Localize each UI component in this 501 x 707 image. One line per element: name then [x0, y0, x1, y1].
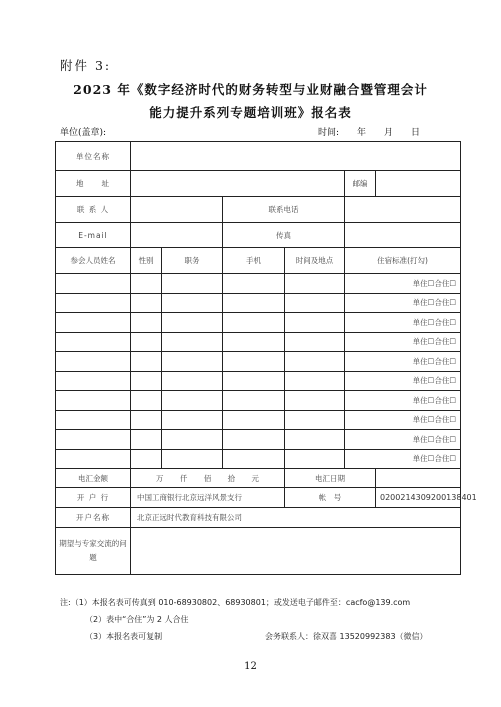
fax-label: 传真: [223, 223, 345, 248]
postcode-field[interactable]: [376, 171, 461, 197]
col-lodging: 住宿标准(打勾): [345, 248, 461, 274]
participant-position-cell[interactable]: [162, 430, 223, 450]
col-gender: 性别: [131, 248, 162, 274]
participant-position-cell[interactable]: [162, 352, 223, 372]
row-contact: [56, 197, 461, 223]
participant-time-place-cell[interactable]: [285, 274, 345, 294]
account-label: 帐 号: [285, 488, 376, 508]
row-email: [56, 223, 461, 248]
remit-amount-label: 电汇金额: [56, 469, 131, 488]
col-participant-name: 参会人员姓名: [56, 248, 131, 274]
form-title-line2: 能力提升系列专题培训班》报名表: [149, 105, 352, 120]
participant-mobile-cell[interactable]: [223, 449, 285, 469]
row-participant-header: [56, 248, 461, 274]
participant-mobile-cell[interactable]: [223, 410, 285, 430]
lodging-option[interactable]: 单住☐合住☐: [345, 410, 461, 430]
expected-questions-field[interactable]: [131, 528, 461, 575]
page-number: 12: [244, 661, 257, 672]
participant-row: [56, 332, 461, 352]
participant-gender-cell[interactable]: [131, 410, 162, 430]
participant-name-cell[interactable]: [56, 410, 131, 430]
account-value: 0200214309200138401: [376, 488, 461, 508]
remit-amount-units: 万 仟 佰 拾 元: [131, 469, 285, 488]
contact-phone-label: 联系电话: [223, 197, 345, 223]
participant-time-place-cell[interactable]: [285, 449, 345, 469]
account-name-label: 开户名称: [56, 508, 131, 528]
participant-gender-cell[interactable]: [131, 391, 162, 411]
participant-name-cell[interactable]: [56, 352, 131, 372]
lodging-option[interactable]: 单住☐合住☐: [345, 449, 461, 469]
note-2: （2）表中“合住”为 2 人合住: [85, 615, 189, 624]
participant-time-place-cell[interactable]: [285, 313, 345, 333]
participant-row: [56, 449, 461, 469]
time-label: 时间: 年 月 日: [318, 128, 421, 138]
lodging-option[interactable]: 单住☐合住☐: [345, 332, 461, 352]
col-position: 职务: [162, 248, 223, 274]
participant-position-cell[interactable]: [162, 313, 223, 333]
contact-label: 联 系 人: [56, 197, 131, 223]
participant-rows: [56, 274, 461, 469]
participant-gender-cell[interactable]: [131, 332, 162, 352]
row-expected-questions: [56, 528, 461, 575]
participant-mobile-cell[interactable]: [223, 352, 285, 372]
row-address: [56, 171, 461, 197]
row-account-name: [56, 508, 461, 528]
email-field[interactable]: [131, 223, 223, 248]
participant-time-place-cell[interactable]: [285, 391, 345, 411]
note-3: （3）本报名表可复制: [85, 632, 163, 641]
address-field[interactable]: [131, 171, 345, 197]
participant-position-cell[interactable]: [162, 391, 223, 411]
row-remit: [56, 469, 461, 488]
participant-time-place-cell[interactable]: [285, 293, 345, 313]
unit-name-label: 单位名称: [56, 142, 131, 171]
participant-gender-cell[interactable]: [131, 313, 162, 333]
participant-time-place-cell[interactable]: [285, 410, 345, 430]
participant-name-cell[interactable]: [56, 449, 131, 469]
participant-row: [56, 293, 461, 313]
participant-row: [56, 410, 461, 430]
participant-mobile-cell[interactable]: [223, 430, 285, 450]
participant-row: [56, 313, 461, 333]
participant-position-cell[interactable]: [162, 371, 223, 391]
participant-name-cell[interactable]: [56, 391, 131, 411]
bank-value: 中国工商银行北京远洋风景支行: [131, 488, 285, 508]
service-contact: 会务联系人：徐双喜 13520992383（微信）: [265, 632, 428, 641]
lodging-option[interactable]: 单住☐合住☐: [345, 430, 461, 450]
participant-mobile-cell[interactable]: [223, 313, 285, 333]
row-bank: [56, 488, 461, 508]
participant-position-cell[interactable]: [162, 332, 223, 352]
lodging-option[interactable]: 单住☐合住☐: [345, 274, 461, 294]
participant-position-cell[interactable]: [162, 274, 223, 294]
form-title-line1: 2023 年《数字经济时代的财务转型与业财融合暨管理会计: [73, 82, 428, 97]
contact-field[interactable]: [131, 197, 223, 223]
note-1: 注:（1）本报名表可传真到 010-68930802、68930801；或发送电子邮件至：cacfo@139.com: [60, 598, 411, 607]
participant-time-place-cell[interactable]: [285, 371, 345, 391]
participant-row: [56, 274, 461, 294]
participant-name-cell[interactable]: [56, 313, 131, 333]
bank-label: 开 户 行: [56, 488, 131, 508]
participant-gender-cell[interactable]: [131, 352, 162, 372]
col-time-place: 时间及地点: [285, 248, 345, 274]
participant-gender-cell[interactable]: [131, 371, 162, 391]
registration-form-table: [55, 141, 477, 575]
email-label: E-mail: [56, 223, 131, 248]
remit-date-label: 电汇日期: [285, 469, 376, 488]
postcode-label: 邮编: [345, 171, 376, 197]
participant-mobile-cell[interactable]: [223, 293, 285, 313]
lodging-option[interactable]: 单住☐合住☐: [345, 313, 461, 333]
address-label: 地 址: [56, 171, 131, 197]
participant-mobile-cell[interactable]: [223, 391, 285, 411]
participant-position-cell[interactable]: [162, 293, 223, 313]
participant-gender-cell[interactable]: [131, 430, 162, 450]
participant-name-cell[interactable]: [56, 332, 131, 352]
participant-mobile-cell[interactable]: [223, 371, 285, 391]
participant-mobile-cell[interactable]: [223, 274, 285, 294]
col-mobile: 手机: [223, 248, 285, 274]
lodging-option[interactable]: 单住☐合住☐: [345, 352, 461, 372]
participant-time-place-cell[interactable]: [285, 430, 345, 450]
attachment-label: 附件 3:: [60, 58, 112, 73]
participant-gender-cell[interactable]: [131, 293, 162, 313]
fax-field[interactable]: [345, 223, 461, 248]
lodging-option[interactable]: 单住☐合住☐: [345, 371, 461, 391]
participant-time-place-cell[interactable]: [285, 332, 345, 352]
lodging-option[interactable]: 单住☐合住☐: [345, 391, 461, 411]
participant-mobile-cell[interactable]: [223, 332, 285, 352]
participant-row: [56, 352, 461, 372]
expected-questions-label: 期望与专家交流的问题: [56, 528, 131, 575]
participant-gender-cell[interactable]: [131, 449, 162, 469]
participant-time-place-cell[interactable]: [285, 352, 345, 372]
unit-name-field[interactable]: [131, 142, 461, 171]
lodging-option[interactable]: 单住☐合住☐: [345, 293, 461, 313]
participant-row: [56, 371, 461, 391]
participant-row: [56, 391, 461, 411]
participant-name-cell[interactable]: [56, 293, 131, 313]
participant-position-cell[interactable]: [162, 449, 223, 469]
participant-gender-cell[interactable]: [131, 274, 162, 294]
contact-phone-field[interactable]: [345, 197, 461, 223]
participant-name-cell[interactable]: [56, 371, 131, 391]
participant-row: [56, 430, 461, 450]
remit-date-field[interactable]: [376, 469, 461, 488]
participant-name-cell[interactable]: [56, 274, 131, 294]
unit-seal-label: 单位(盖章):: [60, 128, 107, 138]
account-name-value: 北京正远时代教育科技有限公司: [131, 508, 461, 528]
row-unit-name: [56, 142, 461, 171]
participant-name-cell[interactable]: [56, 430, 131, 450]
participant-position-cell[interactable]: [162, 410, 223, 430]
